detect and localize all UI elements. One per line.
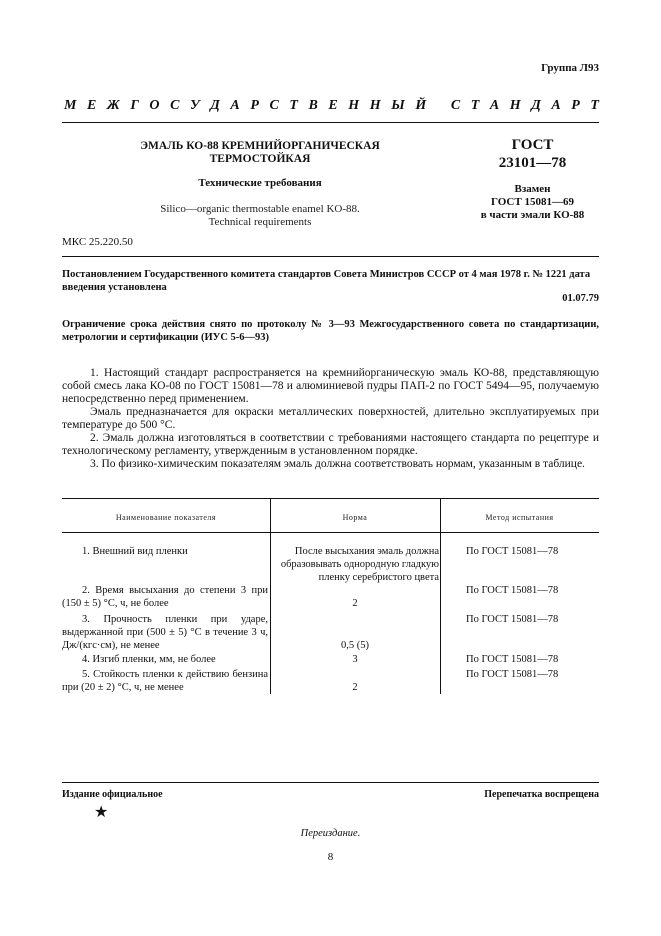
table-row-3-indicator: 3. Прочность пленки при ударе, выдержанной при (500 ± 5) °С в течение 3 ч, Дж/(кгс·см), не менее	[62, 614, 268, 651]
gost-number: 23101—78	[498, 155, 567, 171]
table-header-rule	[62, 532, 599, 533]
heading-letter: Д	[210, 98, 220, 113]
heading-letter	[437, 98, 441, 114]
gost-designation	[466, 136, 599, 172]
effective-date: 01.07.79	[562, 293, 599, 304]
table-col-divider-2	[440, 498, 441, 694]
heading-letter: Р	[250, 98, 259, 113]
table-row-2-method: По ГОСТ 15081—78	[466, 585, 559, 596]
replaces-standard: ГОСТ 15081—69	[491, 196, 574, 208]
group-code: Группа Л93	[541, 62, 599, 74]
table-row-2-indicator: 2. Время высыхания до степени 3 при (150 ± 5) °С, ч, не более	[62, 585, 268, 609]
footer-rule	[62, 782, 599, 783]
english-title-line-1: Silico—organic thermostable enamel KO-88.	[160, 203, 360, 215]
reissue-note: Переиздание.	[300, 828, 361, 839]
resolution-text: Постановлением Государственного комитета стандартов Совета Министров СССР от 4 мая 1978 г. № 1221 дата введения установлена	[62, 269, 591, 293]
title-line-1: ЭМАЛЬ КО-88 КРЕМНИЙОРГАНИЧЕСКАЯ	[140, 140, 380, 152]
replaces-note: в части эмали КО-88	[480, 209, 585, 221]
table-row-4-indicator: 4. Изгиб пленки, мм, не более	[82, 654, 216, 665]
table-header-indicator: Наименование показателя	[115, 513, 217, 522]
document-title	[110, 140, 410, 166]
heading-letter: М	[64, 98, 77, 113]
heading-letter: А	[230, 98, 240, 113]
heading-letter: С	[269, 98, 279, 113]
heading-letter: В	[308, 98, 318, 113]
reprint-notice: Перепечатка воспрещена	[484, 789, 599, 800]
page-number: 8	[327, 851, 334, 863]
table-row-1-indicator: 1. Внешний вид пленки	[82, 546, 188, 557]
heading-letter: А	[551, 98, 561, 113]
paragraph-1: 1. Настоящий стандарт распространяется на кремнийорганическую эмаль КО-88, представляющую собой смесь лака КО-08 по ГОСТ 15081—78 и алюминиевой пудры ПАП-2 по ГОСТ 5494—95, получаемую непосредственно перед применением.	[62, 367, 599, 405]
heading-letter: С	[450, 98, 461, 113]
table-row-4-method: По ГОСТ 15081—78	[466, 654, 559, 665]
heading-letter: Д	[531, 98, 541, 113]
table-header-method: Метод испытания	[485, 513, 554, 522]
heading-letter: Н	[369, 98, 381, 113]
heading-letter: Н	[348, 98, 360, 113]
paragraph-4: 3. По физико-химическим показателям эмаль должна соответствовать нормам, указанным в таблице.	[90, 458, 585, 470]
table-row-5-method: По ГОСТ 15081—78	[466, 669, 559, 680]
official-edition: Издание официальное	[62, 789, 163, 800]
table-row-5-indicator: 5. Стойкость пленки к действию бензина при (20 ± 2) °С, ч, не менее	[62, 669, 268, 693]
heading-letter: Г	[130, 98, 139, 113]
heading-letter: Р	[571, 98, 580, 113]
heading-letter: Т	[590, 98, 599, 113]
heading-letter: Т	[470, 98, 480, 113]
table-row-1-method: По ГОСТ 15081—78	[466, 546, 559, 557]
gost-label: ГОСТ	[511, 137, 554, 153]
tech-requirements-heading: Технические требования	[198, 177, 322, 189]
divider-rule	[62, 256, 599, 257]
heading-letter: Е	[328, 98, 338, 113]
english-title	[110, 203, 410, 229]
header-rule	[62, 122, 599, 123]
heading-letter: А	[489, 98, 500, 113]
heading-letter: О	[149, 98, 160, 113]
heading-letter: С	[170, 98, 180, 113]
heading-letter: Ы	[391, 98, 405, 113]
star-icon: ★	[94, 804, 109, 821]
mks-code: МКС 25.220.50	[62, 236, 133, 248]
table-row-3-norm: 0,5 (5)	[341, 640, 369, 651]
heading-letter: У	[189, 98, 200, 113]
english-title-line-2: Technical requirements	[208, 216, 312, 228]
standard-type-heading	[64, 98, 599, 114]
title-line-2: ТЕРМОСТОЙКАЯ	[209, 153, 311, 165]
replaces-label: Взамен	[514, 183, 551, 195]
table-header-norm: Норма	[342, 513, 368, 522]
heading-letter: Е	[87, 98, 97, 113]
restriction-text: Ограничение срока действия снято по протоколу № 3—93 Межгосударственного совета по стандартизации, метрологии и сертификации (ИУС 5-6—93)	[62, 319, 599, 343]
heading-letter: Н	[509, 98, 521, 113]
table-row-1-norm: После высыхания эмаль должна образовывать однородную гладкую пленку серебристого цвета	[280, 546, 439, 583]
replaces-block	[466, 183, 599, 222]
table-top-rule	[62, 498, 599, 499]
heading-letter: Й	[415, 98, 427, 113]
table-row-3-method: По ГОСТ 15081—78	[466, 614, 559, 625]
paragraph-2: Эмаль предназначается для окраски металлических поверхностей, длительно эксплуатируемых при температуре до 500 °С.	[62, 406, 599, 431]
heading-letter: Т	[289, 98, 298, 113]
table-row-5-norm: 2	[352, 682, 358, 693]
heading-letter: Ж	[106, 98, 120, 113]
table-row-4-norm: 3	[352, 654, 358, 665]
paragraph-3: 2. Эмаль должна изготовляться в соответствии с требованиями настоящего стандарта по рецептуре и технологическому регламенту, утвержденным в установленном порядке.	[62, 432, 599, 457]
table-row-2-norm: 2	[352, 598, 358, 609]
